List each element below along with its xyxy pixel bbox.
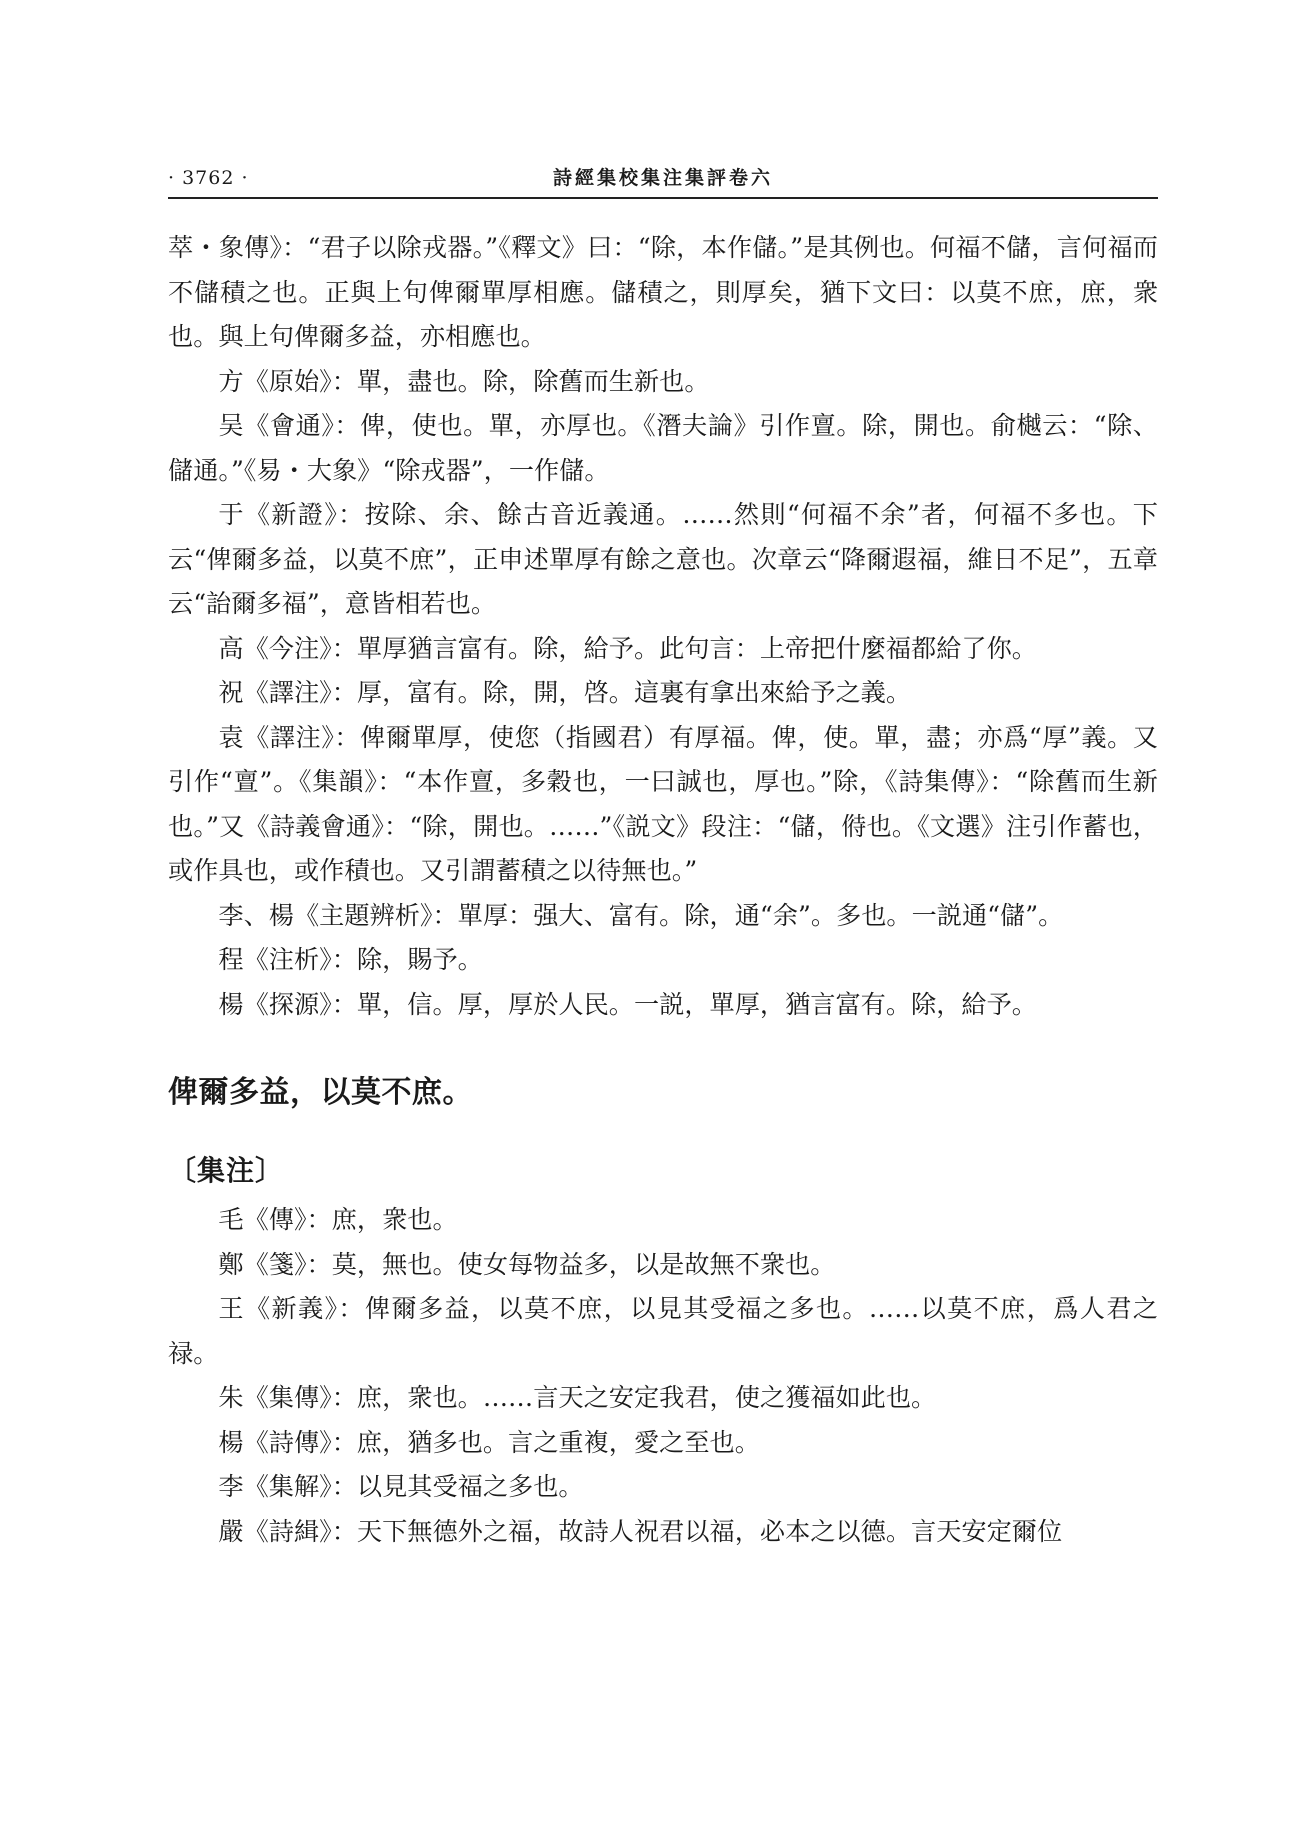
body-paragraph: 王《新義》：俾爾多益，以莫不庶，以見其受福之多也。……以莫不庶，爲人君之禄。 — [168, 1294, 1158, 1368]
body-paragraph: 朱《集傳》：庶，衆也。……言天之安定我君，使之獲福如此也。 — [218, 1383, 937, 1412]
running-head — [168, 161, 1158, 195]
page-number: · 3762 · — [168, 167, 249, 189]
body-paragraph: 楊《探源》：單，信。厚，厚於人民。一説，單厚，猶言富有。除，給予。 — [218, 989, 1037, 1019]
body-paragraph: 嚴《詩緝》：天下無德外之福，故詩人祝君以福，必本之以德。言天安定爾位 — [218, 1516, 1063, 1546]
body-paragraph: 方《原始》：單，盡也。除，除舊而生新也。 — [218, 366, 710, 396]
body-paragraph: 毛《傳》：庶，衆也。 — [218, 1205, 458, 1234]
body-paragraph: 于《新證》：按除、余、餘古音近義通。……然則“何福不余”者，何福不多也。下云“俾爾多益，以莫不庶”，正申述單厚有餘之意也。次章云“降爾遐福，維日不足”，五章云“詒爾多福”，意皆相若也。 — [168, 500, 1158, 618]
running-title: 詩經集校集注集評卷六 — [552, 167, 773, 189]
section-heading: 〔集注〕 — [168, 1154, 285, 1187]
verse-heading: 俾爾多益，以莫不庶。 — [168, 1075, 473, 1110]
body-paragraph: 程《注析》：除，賜予。 — [218, 945, 483, 974]
body-paragraph: 祝《譯注》：厚，富有。除，開，啓。這裏有拿出來給予之義。 — [218, 678, 912, 707]
body-paragraph: 袁《譯注》：俾爾單厚，使您（指國君）有厚福。俾，使。單，盡；亦爲“厚”義。又引作“亶”。《集韻》：“本作亶，多穀也，一曰誠也，厚也。”除，《詩集傳》：“除舊而生新也。”又《詩義會通》：“除，開也。……”《説文》段注：“儲，偫也。《文選》注引作蓄也，或作具也，或作積也。又引謂蓄積之以待無也。” — [168, 722, 1158, 885]
header-rule — [168, 197, 1158, 199]
body-paragraph: 楊《詩傳》：庶，猶多也。言之重複，愛之至也。 — [218, 1427, 760, 1457]
body-paragraph: 李《集解》：以見其受福之多也。 — [218, 1472, 584, 1501]
body-paragraph: 萃・象傳》：“君子以除戎器。”《釋文》曰：“除，本作儲。”是其例也。何福不儲，言何福而不儲積之也。正與上句俾爾單厚相應。儲積之，則厚矣，猶下文曰：以莫不庶，庶，衆也。與上句俾爾多益，亦相應也。 — [168, 233, 1158, 351]
page-body — [168, 226, 1158, 1554]
body-paragraph: 鄭《箋》：莫，無也。使女每物益多，以是故無不衆也。 — [218, 1249, 836, 1279]
body-paragraph: 高《今注》：單厚猶言富有。除，給予。此句言：上帝把什麼福都給了你。 — [218, 633, 1037, 663]
body-paragraph: 吴《會通》：俾，使也。單，亦厚也。《潛夫論》引作亶。除，開也。俞樾云：“除、儲通。”《易・大象》“除戎器”，一作儲。 — [168, 411, 1158, 485]
body-paragraph: 李、楊《主題辨析》：單厚：强大、富有。除，通“余”。多也。一説通“儲”。 — [218, 900, 1064, 930]
